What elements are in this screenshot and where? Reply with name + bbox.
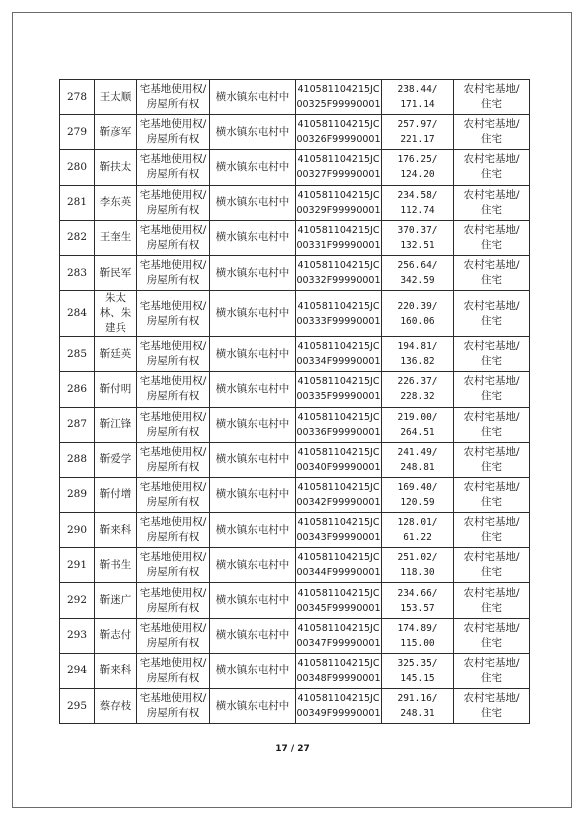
unit-code-cell bbox=[296, 291, 382, 337]
land-use-cell bbox=[454, 407, 530, 442]
unit-code-cell bbox=[296, 220, 382, 255]
table-row bbox=[60, 255, 530, 290]
land-use-cell bbox=[454, 583, 530, 618]
area-cell bbox=[382, 80, 454, 115]
unit-code-cell bbox=[296, 583, 382, 618]
right-type-cell-text: 宅基地使用权/ 房屋所有权 bbox=[139, 83, 207, 111]
right-type-cell-text: 宅基地使用权/ 房屋所有权 bbox=[139, 223, 207, 251]
area-cell bbox=[382, 477, 454, 512]
unit-code-cell bbox=[296, 653, 382, 688]
row-number-cell bbox=[60, 150, 95, 185]
row-number-cell bbox=[60, 407, 95, 442]
land-use-cell-text: 农村宅基地/ 住宅 bbox=[463, 410, 520, 438]
owner-name-cell-text: 靳来科 bbox=[99, 523, 132, 536]
location-cell bbox=[210, 337, 296, 372]
area-cell bbox=[382, 337, 454, 372]
location-cell bbox=[210, 689, 296, 724]
location-cell-text: 横水镇东屯村中 bbox=[215, 488, 290, 501]
location-cell-text: 横水镇东屯村中 bbox=[215, 558, 290, 571]
row-number-cell-text: 289 bbox=[66, 488, 88, 501]
row-number-cell-text: 280 bbox=[66, 160, 88, 173]
location-cell bbox=[210, 583, 296, 618]
unit-code-cell bbox=[296, 80, 382, 115]
right-type-cell-text: 宅基地使用权/ 房屋所有权 bbox=[139, 656, 207, 684]
location-cell-text: 横水镇东屯村中 bbox=[215, 347, 290, 360]
area-cell bbox=[382, 115, 454, 150]
owner-name-cell bbox=[95, 583, 137, 618]
location-cell bbox=[210, 220, 296, 255]
row-number-cell-text: 278 bbox=[66, 90, 88, 103]
land-use-cell-text: 农村宅基地/ 住宅 bbox=[463, 340, 520, 368]
unit-code-cell-text: 410581104215JC 00335F99990001 bbox=[296, 376, 381, 403]
owner-name-cell bbox=[95, 618, 137, 653]
area-cell bbox=[382, 185, 454, 220]
land-use-cell bbox=[454, 442, 530, 477]
unit-code-cell bbox=[296, 477, 382, 512]
land-use-cell bbox=[454, 477, 530, 512]
row-number-cell bbox=[60, 185, 95, 220]
unit-code-cell-text: 410581104215JC 00331F99990001 bbox=[296, 224, 381, 251]
location-cell-text: 横水镇东屯村中 bbox=[215, 699, 290, 712]
row-number-cell-text: 288 bbox=[66, 453, 88, 466]
unit-code-cell bbox=[296, 185, 382, 220]
row-number-cell-text: 284 bbox=[66, 307, 88, 320]
owner-name-cell-text: 蔡存枝 bbox=[99, 699, 132, 712]
owner-name-cell bbox=[95, 477, 137, 512]
row-number-cell-text: 286 bbox=[66, 382, 88, 395]
location-cell bbox=[210, 548, 296, 583]
table-row bbox=[60, 583, 530, 618]
land-use-cell-text: 农村宅基地/ 住宅 bbox=[463, 621, 520, 649]
table-row bbox=[60, 513, 530, 548]
table-row bbox=[60, 618, 530, 653]
unit-code-cell-text: 410581104215JC 00348F99990001 bbox=[296, 657, 381, 684]
land-use-cell-text: 农村宅基地/ 住宅 bbox=[463, 375, 520, 403]
land-use-cell-text: 农村宅基地/ 住宅 bbox=[463, 586, 520, 614]
table-row bbox=[60, 337, 530, 372]
land-use-cell bbox=[454, 150, 530, 185]
owner-name-cell bbox=[95, 548, 137, 583]
owner-name-cell bbox=[95, 442, 137, 477]
right-type-cell-text: 宅基地使用权/ 房屋所有权 bbox=[139, 118, 207, 146]
owner-name-cell-text: 朱太 林、朱 建兵 bbox=[99, 292, 132, 335]
right-type-cell-text: 宅基地使用权/ 房屋所有权 bbox=[139, 586, 207, 614]
land-use-cell-text: 农村宅基地/ 住宅 bbox=[463, 551, 520, 579]
land-use-cell-text: 农村宅基地/ 住宅 bbox=[463, 259, 520, 287]
table-row bbox=[60, 689, 530, 724]
table-row bbox=[60, 372, 530, 407]
owner-name-cell-text: 靳付明 bbox=[99, 382, 132, 395]
row-number-cell bbox=[60, 583, 95, 618]
unit-code-cell-text: 410581104215JC 00344F99990001 bbox=[296, 552, 381, 579]
row-number-cell bbox=[60, 337, 95, 372]
land-use-cell-text: 农村宅基地/ 住宅 bbox=[463, 299, 520, 327]
location-cell bbox=[210, 255, 296, 290]
area-cell bbox=[382, 150, 454, 185]
location-cell-text: 横水镇东屯村中 bbox=[215, 160, 290, 173]
location-cell bbox=[210, 442, 296, 477]
land-use-cell bbox=[454, 372, 530, 407]
owner-name-cell-text: 靳彦军 bbox=[99, 125, 132, 138]
unit-code-cell bbox=[296, 513, 382, 548]
owner-name-cell-text: 靳来科 bbox=[99, 664, 132, 677]
row-number-cell-text: 292 bbox=[66, 594, 88, 607]
right-type-cell bbox=[137, 653, 210, 688]
table-row bbox=[60, 407, 530, 442]
row-number-cell-text: 293 bbox=[66, 629, 88, 642]
unit-code-cell-text: 410581104215JC 00334F99990001 bbox=[296, 341, 381, 368]
area-cell-text: 174.89/ 115.00 bbox=[397, 622, 438, 649]
land-use-cell bbox=[454, 653, 530, 688]
right-type-cell bbox=[137, 548, 210, 583]
owner-name-cell-text: 王奎生 bbox=[99, 231, 132, 244]
location-cell bbox=[210, 653, 296, 688]
row-number-cell-text: 295 bbox=[66, 699, 88, 712]
location-cell-text: 横水镇东屯村中 bbox=[215, 382, 290, 395]
land-use-cell bbox=[454, 618, 530, 653]
right-type-cell bbox=[137, 337, 210, 372]
location-cell-text: 横水镇东屯村中 bbox=[215, 629, 290, 642]
row-number-cell bbox=[60, 255, 95, 290]
right-type-cell-text: 宅基地使用权/ 房屋所有权 bbox=[139, 480, 207, 508]
right-type-cell bbox=[137, 618, 210, 653]
unit-code-cell-text: 410581104215JC 00342F99990001 bbox=[296, 481, 381, 508]
land-use-cell bbox=[454, 337, 530, 372]
location-cell-text: 横水镇东屯村中 bbox=[215, 453, 290, 466]
owner-name-cell bbox=[95, 372, 137, 407]
land-use-cell bbox=[454, 115, 530, 150]
right-type-cell-text: 宅基地使用权/ 房屋所有权 bbox=[139, 516, 207, 544]
location-cell bbox=[210, 150, 296, 185]
location-cell bbox=[210, 291, 296, 337]
location-cell bbox=[210, 618, 296, 653]
unit-code-cell-text: 410581104215JC 00333F99990001 bbox=[296, 300, 381, 327]
row-number-cell bbox=[60, 513, 95, 548]
location-cell bbox=[210, 80, 296, 115]
land-use-cell-text: 农村宅基地/ 住宅 bbox=[463, 153, 520, 181]
right-type-cell-text: 宅基地使用权/ 房屋所有权 bbox=[139, 259, 207, 287]
right-type-cell bbox=[137, 372, 210, 407]
table-row bbox=[60, 291, 530, 337]
land-use-cell-text: 农村宅基地/ 住宅 bbox=[463, 692, 520, 720]
table-row bbox=[60, 185, 530, 220]
unit-code-cell-text: 410581104215JC 00329F99990001 bbox=[296, 189, 381, 216]
right-type-cell bbox=[137, 80, 210, 115]
land-use-cell-text: 农村宅基地/ 住宅 bbox=[463, 656, 520, 684]
area-cell bbox=[382, 442, 454, 477]
row-number-cell bbox=[60, 477, 95, 512]
registration-table bbox=[59, 79, 530, 724]
right-type-cell-text: 宅基地使用权/ 房屋所有权 bbox=[139, 340, 207, 368]
owner-name-cell bbox=[95, 337, 137, 372]
unit-code-cell bbox=[296, 407, 382, 442]
table-row bbox=[60, 150, 530, 185]
unit-code-cell-text: 410581104215JC 00340F99990001 bbox=[296, 446, 381, 473]
land-use-cell-text: 农村宅基地/ 住宅 bbox=[463, 516, 520, 544]
unit-code-cell-text: 410581104215JC 00327F99990001 bbox=[296, 154, 381, 181]
area-cell bbox=[382, 220, 454, 255]
area-cell-text: 251.02/ 118.30 bbox=[397, 552, 438, 579]
right-type-cell-text: 宅基地使用权/ 房屋所有权 bbox=[139, 445, 207, 473]
right-type-cell bbox=[137, 291, 210, 337]
owner-name-cell-text: 靳书生 bbox=[99, 558, 132, 571]
location-cell-text: 横水镇东屯村中 bbox=[215, 523, 290, 536]
area-cell-text: 241.49/ 248.81 bbox=[397, 446, 438, 473]
table-row bbox=[60, 220, 530, 255]
owner-name-cell-text: 靳廷英 bbox=[99, 347, 132, 360]
right-type-cell-text: 宅基地使用权/ 房屋所有权 bbox=[139, 410, 207, 438]
row-number-cell-text: 279 bbox=[66, 125, 88, 138]
land-use-cell-text: 农村宅基地/ 住宅 bbox=[463, 83, 520, 111]
right-type-cell-text: 宅基地使用权/ 房屋所有权 bbox=[139, 299, 207, 327]
area-cell bbox=[382, 291, 454, 337]
owner-name-cell-text: 靳迷广 bbox=[99, 594, 132, 607]
location-cell bbox=[210, 407, 296, 442]
unit-code-cell bbox=[296, 150, 382, 185]
area-cell-text: 226.37/ 228.32 bbox=[397, 376, 438, 403]
location-cell-text: 横水镇东屯村中 bbox=[215, 196, 290, 209]
unit-code-cell-text: 410581104215JC 00326F99990001 bbox=[296, 119, 381, 146]
row-number-cell-text: 281 bbox=[66, 196, 88, 209]
land-use-cell bbox=[454, 513, 530, 548]
unit-code-cell-text: 410581104215JC 00336F99990001 bbox=[296, 411, 381, 438]
owner-name-cell-text: 李东英 bbox=[99, 196, 132, 209]
owner-name-cell bbox=[95, 689, 137, 724]
land-use-cell bbox=[454, 689, 530, 724]
area-cell bbox=[382, 583, 454, 618]
owner-name-cell bbox=[95, 407, 137, 442]
unit-code-cell-text: 410581104215JC 00343F99990001 bbox=[296, 517, 381, 544]
location-cell-text: 横水镇东屯村中 bbox=[215, 307, 290, 320]
area-cell bbox=[382, 513, 454, 548]
right-type-cell bbox=[137, 255, 210, 290]
table-row bbox=[60, 115, 530, 150]
area-cell-text: 238.44/ 171.14 bbox=[397, 84, 438, 111]
row-number-cell-text: 290 bbox=[66, 523, 88, 536]
unit-code-cell bbox=[296, 337, 382, 372]
unit-code-cell bbox=[296, 618, 382, 653]
area-cell-text: 370.37/ 132.51 bbox=[397, 224, 438, 251]
right-type-cell bbox=[137, 477, 210, 512]
right-type-cell-text: 宅基地使用权/ 房屋所有权 bbox=[139, 692, 207, 720]
owner-name-cell-text: 靳志付 bbox=[99, 629, 132, 642]
right-type-cell bbox=[137, 689, 210, 724]
owner-name-cell bbox=[95, 220, 137, 255]
owner-name-cell bbox=[95, 80, 137, 115]
table-row bbox=[60, 653, 530, 688]
location-cell-text: 横水镇东屯村中 bbox=[215, 90, 290, 103]
right-type-cell bbox=[137, 185, 210, 220]
right-type-cell-text: 宅基地使用权/ 房屋所有权 bbox=[139, 153, 207, 181]
area-cell-text: 169.40/ 120.59 bbox=[397, 481, 438, 508]
location-cell bbox=[210, 372, 296, 407]
unit-code-cell-text: 410581104215JC 00347F99990001 bbox=[296, 622, 381, 649]
area-cell-text: 325.35/ 145.15 bbox=[397, 657, 438, 684]
page-number: 17 / 27 bbox=[275, 744, 310, 754]
owner-name-cell bbox=[95, 653, 137, 688]
area-cell-text: 128.01/ 61.22 bbox=[397, 517, 438, 544]
unit-code-cell bbox=[296, 372, 382, 407]
area-cell-text: 257.97/ 221.17 bbox=[397, 119, 438, 146]
unit-code-cell bbox=[296, 548, 382, 583]
owner-name-cell bbox=[95, 185, 137, 220]
area-cell bbox=[382, 653, 454, 688]
area-cell-text: 234.58/ 112.74 bbox=[397, 189, 438, 216]
row-number-cell bbox=[60, 220, 95, 255]
row-number-cell bbox=[60, 372, 95, 407]
row-number-cell bbox=[60, 618, 95, 653]
land-use-cell bbox=[454, 185, 530, 220]
location-cell bbox=[210, 115, 296, 150]
right-type-cell bbox=[137, 442, 210, 477]
unit-code-cell bbox=[296, 689, 382, 724]
land-use-cell-text: 农村宅基地/ 住宅 bbox=[463, 223, 520, 251]
owner-name-cell bbox=[95, 255, 137, 290]
row-number-cell-text: 287 bbox=[66, 418, 88, 431]
owner-name-cell bbox=[95, 115, 137, 150]
unit-code-cell bbox=[296, 115, 382, 150]
location-cell-text: 横水镇东屯村中 bbox=[215, 266, 290, 279]
land-use-cell-text: 农村宅基地/ 住宅 bbox=[463, 480, 520, 508]
area-cell bbox=[382, 255, 454, 290]
area-cell bbox=[382, 548, 454, 583]
row-number-cell-text: 283 bbox=[66, 266, 88, 279]
land-use-cell bbox=[454, 548, 530, 583]
location-cell-text: 横水镇东屯村中 bbox=[215, 664, 290, 677]
area-cell-text: 220.39/ 160.06 bbox=[397, 300, 438, 327]
right-type-cell bbox=[137, 115, 210, 150]
table-row bbox=[60, 477, 530, 512]
area-cell-text: 219.00/ 264.51 bbox=[397, 411, 438, 438]
unit-code-cell-text: 410581104215JC 00325F99990001 bbox=[296, 84, 381, 111]
table-row bbox=[60, 442, 530, 477]
unit-code-cell bbox=[296, 442, 382, 477]
owner-name-cell-text: 靳扶太 bbox=[99, 160, 132, 173]
row-number-cell-text: 285 bbox=[66, 347, 88, 360]
area-cell-text: 176.25/ 124.20 bbox=[397, 154, 438, 181]
table-row bbox=[60, 80, 530, 115]
right-type-cell bbox=[137, 220, 210, 255]
registration-table-body bbox=[60, 80, 530, 724]
land-use-cell-text: 农村宅基地/ 住宅 bbox=[463, 445, 520, 473]
area-cell bbox=[382, 618, 454, 653]
location-cell bbox=[210, 185, 296, 220]
area-cell-text: 234.66/ 153.57 bbox=[397, 587, 438, 614]
right-type-cell bbox=[137, 583, 210, 618]
owner-name-cell-text: 靳爱学 bbox=[99, 453, 132, 466]
area-cell-text: 194.81/ 136.82 bbox=[397, 341, 438, 368]
location-cell-text: 横水镇东屯村中 bbox=[215, 231, 290, 244]
row-number-cell bbox=[60, 115, 95, 150]
right-type-cell-text: 宅基地使用权/ 房屋所有权 bbox=[139, 621, 207, 649]
area-cell-text: 256.64/ 342.59 bbox=[397, 260, 438, 287]
unit-code-cell-text: 410581104215JC 00349F99990001 bbox=[296, 693, 381, 720]
row-number-cell-text: 282 bbox=[66, 231, 88, 244]
table-row bbox=[60, 548, 530, 583]
unit-code-cell-text: 410581104215JC 00345F99990001 bbox=[296, 587, 381, 614]
area-cell-text: 291.16/ 248.31 bbox=[397, 693, 438, 720]
unit-code-cell-text: 410581104215JC 00332F99990001 bbox=[296, 260, 381, 287]
area-cell bbox=[382, 407, 454, 442]
owner-name-cell-text: 靳江锋 bbox=[99, 418, 132, 431]
land-use-cell bbox=[454, 220, 530, 255]
right-type-cell-text: 宅基地使用权/ 房屋所有权 bbox=[139, 551, 207, 579]
unit-code-cell bbox=[296, 255, 382, 290]
right-type-cell bbox=[137, 513, 210, 548]
row-number-cell bbox=[60, 291, 95, 337]
land-use-cell-text: 农村宅基地/ 住宅 bbox=[463, 188, 520, 216]
row-number-cell-text: 291 bbox=[66, 558, 88, 571]
location-cell-text: 横水镇东屯村中 bbox=[215, 418, 290, 431]
row-number-cell bbox=[60, 689, 95, 724]
land-use-cell bbox=[454, 255, 530, 290]
owner-name-cell-text: 靳民军 bbox=[99, 266, 132, 279]
row-number-cell bbox=[60, 80, 95, 115]
owner-name-cell bbox=[95, 513, 137, 548]
location-cell-text: 横水镇东屯村中 bbox=[215, 125, 290, 138]
land-use-cell-text: 农村宅基地/ 住宅 bbox=[463, 118, 520, 146]
right-type-cell bbox=[137, 407, 210, 442]
location-cell bbox=[210, 513, 296, 548]
land-use-cell bbox=[454, 80, 530, 115]
owner-name-cell-text: 靳付增 bbox=[99, 488, 132, 501]
row-number-cell-text: 294 bbox=[66, 664, 88, 677]
location-cell bbox=[210, 477, 296, 512]
land-use-cell bbox=[454, 291, 530, 337]
location-cell-text: 横水镇东屯村中 bbox=[215, 594, 290, 607]
right-type-cell-text: 宅基地使用权/ 房屋所有权 bbox=[139, 375, 207, 403]
row-number-cell bbox=[60, 548, 95, 583]
owner-name-cell-text: 王太顺 bbox=[99, 90, 132, 103]
owner-name-cell bbox=[95, 150, 137, 185]
row-number-cell bbox=[60, 442, 95, 477]
owner-name-cell bbox=[95, 291, 137, 337]
area-cell bbox=[382, 689, 454, 724]
row-number-cell bbox=[60, 653, 95, 688]
right-type-cell bbox=[137, 150, 210, 185]
right-type-cell-text: 宅基地使用权/ 房屋所有权 bbox=[139, 188, 207, 216]
area-cell bbox=[382, 372, 454, 407]
